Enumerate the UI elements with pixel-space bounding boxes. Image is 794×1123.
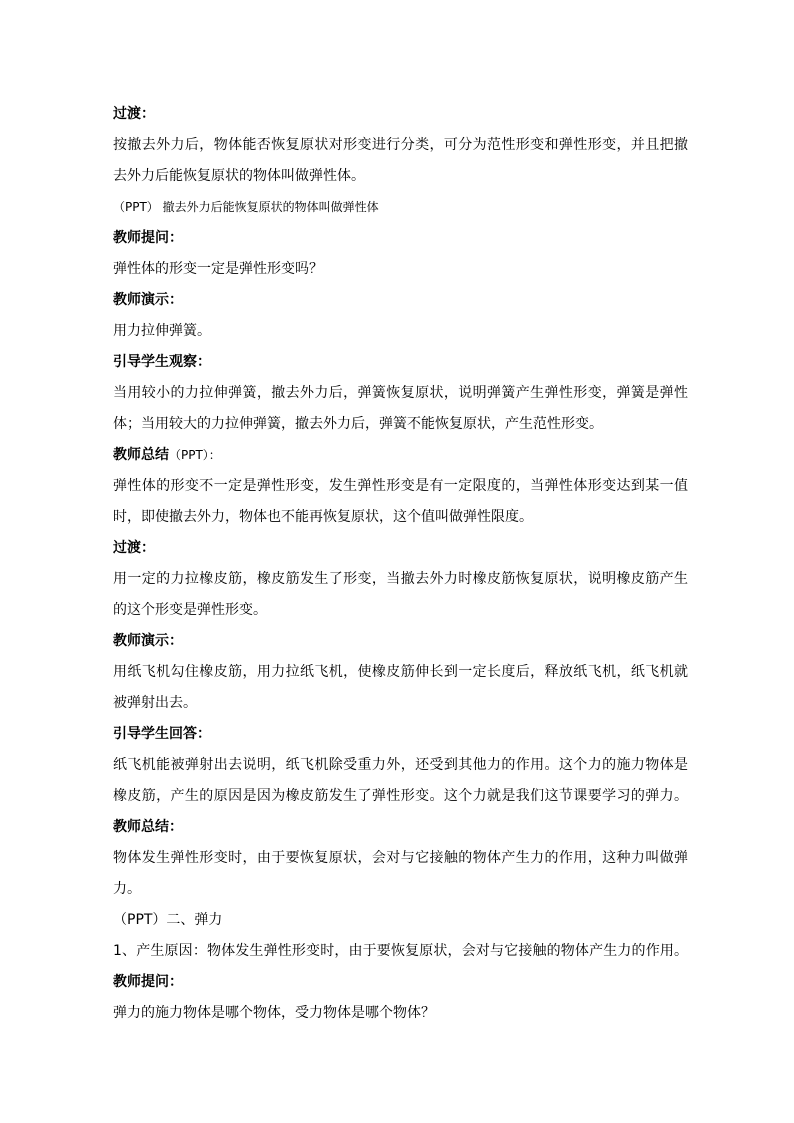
paragraph-line xyxy=(113,693,688,713)
heading-text: 教师总结： xyxy=(113,819,183,835)
paragraph-line xyxy=(113,600,688,620)
paragraph-line xyxy=(113,383,688,403)
paragraph-line xyxy=(113,414,688,434)
paragraph-text: 的这个形变是弹性形变。 xyxy=(113,602,267,618)
paragraph-text: 弹性体的形变不一定是弹性形变，发生弹性形变是有一定限度的，当弹性体形变达到某一值 xyxy=(113,478,688,494)
paragraph-text: 用力拉伸弹簧。 xyxy=(113,323,211,339)
paragraph-text: 当用较小的力拉伸弹簧，撤去外力后，弹簧恢复原状，说明弹簧产生弹性形变，弹簧是弹性 xyxy=(113,385,688,401)
heading-text: 过渡： xyxy=(113,540,155,556)
ppt-note-text: （PPT） 撤去外力后能恢复原状的物体叫做弹性体 xyxy=(113,200,379,214)
paragraph-text: 1、产生原因：物体发生弹性形变时，由于要恢复原状，会对与它接触的物体产生力的作用。 xyxy=(113,943,688,959)
paragraph-text: 时，即使撤去外力，物体也不能再恢复原状，这个值叫做弹性限度。 xyxy=(113,509,533,525)
paragraph-line xyxy=(113,569,688,589)
paragraph-text: 弹性体的形变一定是弹性形变吗？ xyxy=(113,261,323,277)
heading-teacher-summary xyxy=(113,445,688,465)
heading-teacher-question xyxy=(113,228,688,248)
heading-text: 教师提问： xyxy=(113,230,183,246)
heading-transition xyxy=(113,538,688,558)
paragraph-line xyxy=(113,786,688,806)
heading-guide-observe xyxy=(113,352,688,372)
paragraph-text: 物体发生弹性形变时，由于要恢复原状，会对与它接触的物体产生力的作用，这种力叫做弹 xyxy=(113,850,688,866)
ppt-section-text: （PPT）二、弹力 xyxy=(113,912,223,928)
paragraph-line xyxy=(113,1003,688,1023)
paragraph-line xyxy=(113,476,688,496)
heading-text: 教师总结 xyxy=(113,447,169,463)
ppt-section-line xyxy=(113,910,688,930)
heading-text: 过渡： xyxy=(113,106,155,122)
paragraph-line xyxy=(113,259,688,279)
paragraph-line xyxy=(113,848,688,868)
paragraph-line xyxy=(113,321,688,341)
heading-text: 引导学生回答： xyxy=(113,726,211,742)
ppt-note-line xyxy=(113,197,688,217)
heading-guide-answer xyxy=(113,724,688,744)
paragraph-line xyxy=(113,941,688,961)
paragraph-text: 用一定的力拉橡皮筋，橡皮筋发生了形变，当撤去外力时橡皮筋恢复原状，说明橡皮筋产生 xyxy=(113,571,688,587)
paragraph-line xyxy=(113,507,688,527)
paragraph-text: 橡皮筋，产生的原因是因为橡皮筋发生了弹性形变。这个力就是我们这节课要学习的弹力。 xyxy=(113,788,688,804)
paragraph-line xyxy=(113,166,688,186)
heading-text: 引导学生观察： xyxy=(113,354,211,370)
paragraph-text: 被弹射出去。 xyxy=(113,695,197,711)
heading-teacher-summary xyxy=(113,817,688,837)
paragraph-line xyxy=(113,755,688,775)
paragraph-text: 力。 xyxy=(113,881,141,897)
heading-transition xyxy=(113,104,688,124)
paragraph-line xyxy=(113,135,688,155)
paragraph-text: 用纸飞机勾住橡皮筋，用力拉纸飞机，使橡皮筋伸长到一定长度后，释放纸飞机，纸飞机就 xyxy=(113,664,688,680)
paragraph-text: 按撤去外力后，物体能否恢复原状对形变进行分类，可分为范性形变和弹性形变，并且把撤 xyxy=(113,137,688,153)
paragraph-text: 纸飞机能被弹射出去说明，纸飞机除受重力外，还受到其他力的作用。这个力的施力物体是 xyxy=(113,757,688,773)
paragraph-line xyxy=(113,879,688,899)
paragraph-text: 弹力的施力物体是哪个物体，受力物体是哪个物体？ xyxy=(113,1005,435,1021)
paragraph-text: 体；当用较大的力拉伸弹簧，撤去外力后，弹簧不能恢复原状，产生范性形变。 xyxy=(113,416,603,432)
heading-teacher-demo xyxy=(113,631,688,651)
heading-text: 教师演示： xyxy=(113,633,183,649)
paragraph-line xyxy=(113,662,688,682)
ppt-note-text: （PPT）： xyxy=(169,448,221,462)
paragraph-text: 去外力后能恢复原状的物体叫做弹性体。 xyxy=(113,168,365,184)
heading-text: 教师演示： xyxy=(113,292,183,308)
heading-teacher-question xyxy=(113,972,688,992)
heading-text: 教师提问： xyxy=(113,974,183,990)
heading-teacher-demo xyxy=(113,290,688,310)
